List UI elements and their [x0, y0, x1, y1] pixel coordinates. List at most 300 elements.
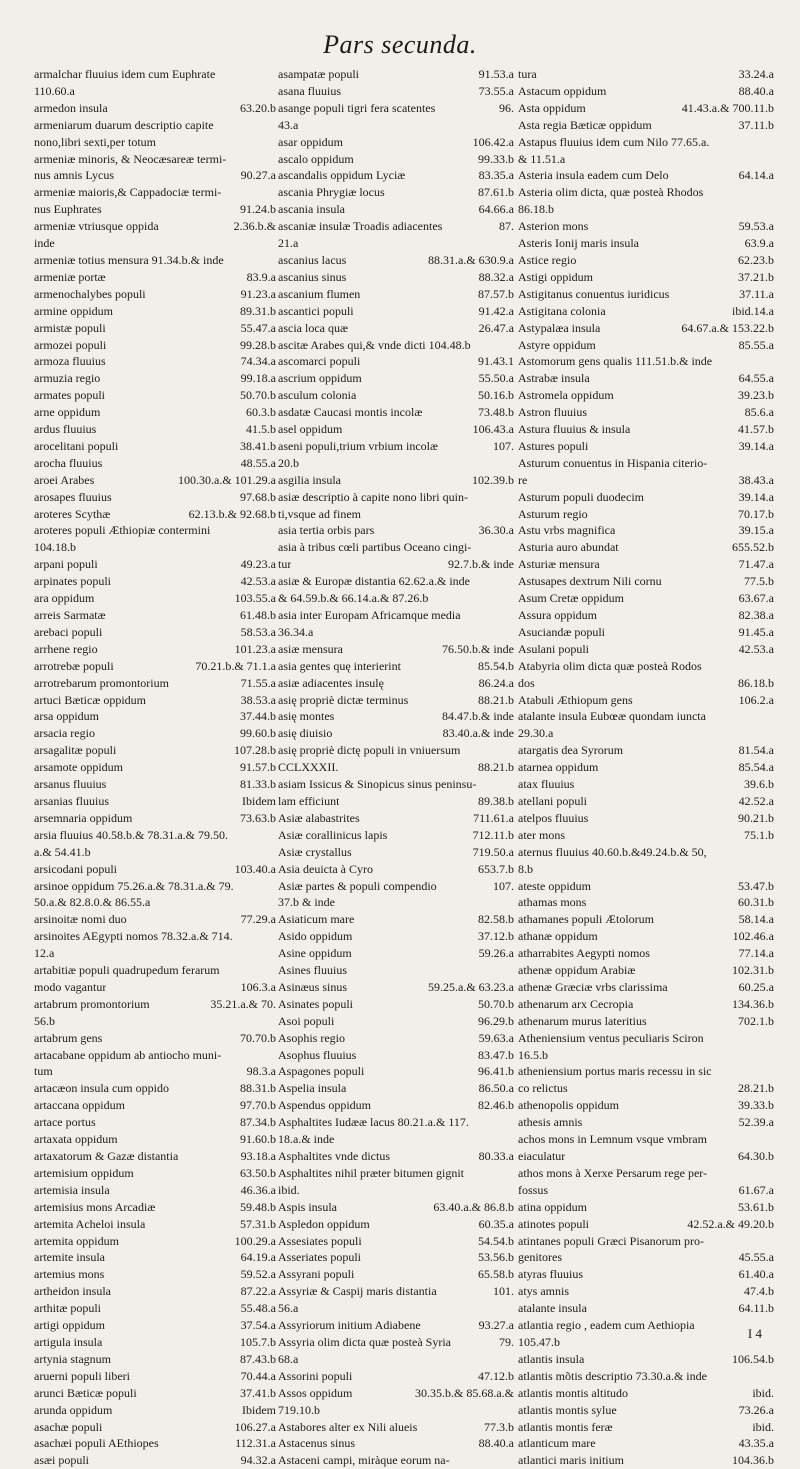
index-entry	[278, 421, 514, 438]
entry-reference: 35.21.a.& 70.	[210, 996, 276, 1011]
entry-term: Astron fluuius	[518, 405, 587, 420]
entry-reference: 63.67.a	[738, 591, 774, 606]
entry-reference: 39.14.a	[738, 438, 774, 453]
entry-reference: 106.42.a	[472, 134, 514, 149]
index-entry	[278, 201, 514, 218]
entry-term: asæi populi	[34, 1453, 90, 1468]
entry-term: Asines fluuius	[278, 963, 347, 978]
entry-term: armoza fluuius	[34, 354, 106, 369]
entry-reference: 83.40.a.& inde	[442, 726, 514, 741]
index-entry	[278, 370, 514, 387]
entry-term: aruerni populi liberi	[34, 1368, 130, 1383]
entry-term: nus Euphrates	[34, 202, 102, 217]
entry-term: arunci Bæticæ populi	[34, 1385, 137, 1400]
index-entry	[34, 793, 276, 810]
entry-reference: 134.36.b	[732, 996, 774, 1011]
entry-reference: 98.3.a	[246, 1064, 276, 1079]
entry-term: Asine oppidum	[278, 946, 352, 961]
entry-reference: 91.53.a	[478, 67, 514, 81]
entry-term: 719.10.b	[278, 1402, 320, 1417]
index-entry	[518, 269, 774, 286]
entry-term: athesis amnis	[518, 1115, 583, 1130]
index-entry	[34, 252, 276, 269]
entry-term: Astice regio	[518, 252, 577, 267]
entry-term: nus amnis Lycus	[34, 168, 114, 183]
index-entry	[518, 117, 774, 134]
entry-term: Aspelia insula	[278, 1081, 347, 1096]
index-entry	[518, 337, 774, 354]
entry-term: Aspis insula	[278, 1199, 338, 1214]
index-entry	[518, 252, 774, 269]
entry-term: atarnea oppidum	[518, 760, 599, 775]
index-entry	[518, 1435, 774, 1452]
entry-term: 8.b	[518, 861, 533, 876]
index-column-1	[34, 66, 276, 1469]
entry-term: Asuciandæ populi	[518, 624, 605, 639]
index-entry	[34, 404, 276, 421]
entry-term: ara oppidum	[34, 591, 95, 606]
entry-reference: 64.66.a	[478, 202, 514, 217]
entry-term: Aspendus oppidum	[278, 1098, 371, 1113]
entry-term: athamanes populi Ætolorum	[518, 912, 654, 927]
index-entry	[278, 320, 514, 337]
index-entry	[278, 1317, 514, 1334]
index-entry	[518, 522, 774, 539]
index-entry	[518, 100, 774, 117]
entry-term: Asum Cretæ oppidum	[518, 591, 625, 606]
entry-term: lam efficiunt	[278, 793, 340, 808]
entry-term: artemita Acheloi insula	[34, 1216, 146, 1231]
index-entry	[518, 1283, 774, 1300]
entry-reference: 53.47.b	[738, 878, 774, 893]
entry-term: armeniæ portæ	[34, 269, 106, 284]
index-entry	[278, 1199, 514, 1216]
index-entry	[518, 151, 774, 168]
index-entry	[278, 1385, 514, 1402]
entry-term: ascrium oppidum	[278, 371, 362, 386]
entry-reference: 106.27.a	[234, 1419, 276, 1434]
entry-reference: 83.35.a	[478, 168, 514, 183]
entry-reference: 64.67.a.& 153.22.b	[681, 320, 774, 335]
entry-reference: 88.32.a	[478, 269, 514, 284]
entry-term: artynia stagnum	[34, 1351, 111, 1366]
entry-term: dos	[518, 675, 535, 690]
entry-term: ascitæ Arabes qui,& vnde dicti 104.48.b	[278, 337, 471, 352]
entry-reference: 90.27.a	[240, 168, 276, 183]
entry-term: artigi oppidum	[34, 1318, 105, 1333]
index-entry	[34, 573, 276, 590]
entry-term: Astromela oppidum	[518, 388, 614, 403]
entry-reference: 64.19.a	[240, 1250, 276, 1265]
entry-term: artacabane oppidum ab antiocho muni-	[34, 1047, 222, 1062]
index-entry	[518, 1351, 774, 1368]
index-entry	[278, 1402, 514, 1419]
entry-reference: 73.55.a	[478, 83, 514, 98]
entry-reference: 50.70.b	[240, 388, 276, 403]
entry-term: Asophus fluuius	[278, 1047, 357, 1062]
entry-reference: 88.21.b	[478, 692, 514, 707]
entry-term: arsinoe oppidum 75.26.a.& 78.31.a.& 79.	[34, 878, 234, 893]
entry-term: aroei Arabes	[34, 472, 95, 487]
entry-reference: 103.55.a	[234, 591, 276, 606]
index-entry	[518, 320, 774, 337]
index-entry	[34, 911, 276, 928]
index-entry	[278, 1233, 514, 1250]
entry-term: Asoi populi	[278, 1013, 335, 1028]
entry-term: asię diuisio	[278, 726, 333, 741]
entry-reference: Ibidem	[242, 1402, 276, 1417]
entry-term: armeniæ totius mensura 91.34.b.& inde	[34, 252, 224, 267]
entry-reference: 91.60.b	[240, 1132, 276, 1147]
entry-term: arsacia regio	[34, 726, 95, 741]
entry-reference: 83.47.b	[478, 1047, 514, 1062]
entry-term: arne oppidum	[34, 405, 101, 420]
entry-term: aroteres Scythæ	[34, 506, 111, 521]
entry-reference: 102.46.a	[732, 929, 774, 944]
entry-term: co relictus	[518, 1081, 568, 1096]
index-entry	[278, 776, 514, 793]
entry-reference: 74.34.a	[240, 354, 276, 369]
entry-term: artemisium oppidum	[34, 1165, 134, 1180]
entry-reference: 39.14.a	[738, 489, 774, 504]
entry-term: artemite insula	[34, 1250, 105, 1265]
entry-reference: 37.54.a	[240, 1318, 276, 1333]
index-entry	[34, 556, 276, 573]
index-entry	[34, 1300, 276, 1317]
entry-term: Assura oppidum	[518, 608, 597, 622]
index-entry	[34, 844, 276, 861]
entry-term: atalante insula Eubœæ quondam iuncta	[518, 709, 706, 724]
entry-term: 29.30.a	[518, 726, 554, 741]
entry-reference: 107.	[493, 438, 514, 453]
entry-reference: 712.11.b	[472, 827, 514, 842]
index-entry	[34, 708, 276, 725]
entry-term: ascania Phrygiæ locus	[278, 185, 385, 200]
entry-term: ascanius lacus	[278, 252, 347, 267]
index-entry	[278, 1063, 514, 1080]
index-entry	[34, 878, 276, 895]
entry-reference: 99.28.b	[240, 337, 276, 352]
entry-term: Astura fluuius & insula	[518, 422, 631, 437]
index-entry	[278, 945, 514, 962]
entry-reference: 46.36.a	[240, 1182, 276, 1197]
entry-term: asia tertia orbis pars	[278, 523, 375, 538]
index-entry	[518, 928, 774, 945]
index-entry	[278, 1080, 514, 1097]
entry-term: Asiæ crystallus	[278, 844, 352, 859]
entry-reference: 41.5.b	[246, 422, 276, 437]
index-entry	[34, 286, 276, 303]
entry-reference: 107.28.b	[234, 743, 276, 758]
entry-term: Asinates populi	[278, 996, 353, 1011]
index-entry	[34, 1030, 276, 1047]
index-entry	[34, 1385, 276, 1402]
entry-term: 105.47.b	[518, 1334, 560, 1349]
entry-reference: ibid.14.a	[732, 303, 774, 318]
entry-reference: 33.24.a	[738, 67, 774, 81]
entry-reference: 100.29.a	[234, 1233, 276, 1248]
index-entry	[278, 556, 514, 573]
entry-term: arpinates populi	[34, 574, 111, 589]
index-entry	[518, 167, 774, 184]
entry-term: 43.a	[278, 117, 299, 132]
entry-term: atelpos fluuius	[518, 810, 589, 825]
entry-reference: 71.55.a	[240, 675, 276, 690]
entry-term: Asturum populi duodecim	[518, 489, 644, 504]
entry-reference: 49.23.a	[240, 557, 276, 572]
index-entry	[34, 759, 276, 776]
index-entry	[518, 1114, 774, 1131]
entry-reference: 2.36.b.&	[233, 219, 276, 234]
entry-reference: 702.1.b	[738, 1013, 774, 1028]
entry-term: Asphaltites vnde dictus	[278, 1149, 390, 1163]
entry-reference: 91.45.a	[738, 624, 774, 639]
entry-reference: 61.40.a	[738, 1267, 774, 1282]
index-column-2	[278, 66, 514, 1469]
entry-term: asgilia insula	[278, 472, 341, 487]
index-entry	[278, 607, 514, 624]
index-entry	[278, 539, 514, 556]
index-entry	[518, 472, 774, 489]
entry-reference: 55.47.a	[240, 320, 276, 335]
index-entry	[518, 1402, 774, 1419]
entry-reference: 39.33.b	[738, 1098, 774, 1113]
entry-reference: 62.13.b.& 92.68.b	[188, 506, 276, 521]
entry-reference: 64.30.b	[738, 1149, 774, 1163]
entry-term: Asiæ partes & populi compendio	[278, 878, 437, 893]
index-entry	[518, 83, 774, 100]
entry-reference: 58.53.a	[240, 624, 276, 639]
index-entry	[278, 1131, 514, 1148]
entry-term: ibid.	[278, 1182, 300, 1197]
index-entry	[278, 489, 514, 506]
index-entry	[518, 658, 774, 675]
index-entry	[518, 827, 774, 844]
entry-reference: 70.70.b	[240, 1030, 276, 1045]
entry-reference: 103.40.a	[234, 861, 276, 876]
entry-reference: 42.53.a	[240, 574, 276, 589]
entry-term: Astigitana colonia	[518, 303, 606, 318]
entry-reference: 26.47.a	[478, 320, 514, 335]
index-entry	[518, 421, 774, 438]
index-entry	[278, 793, 514, 810]
entry-reference: 53.56.b	[478, 1250, 514, 1265]
entry-reference: 38.43.a	[738, 472, 774, 487]
index-entry	[34, 1283, 276, 1300]
entry-term: ascania insula	[278, 202, 345, 217]
index-entry	[278, 286, 514, 303]
entry-reference: 37.41.b	[240, 1385, 276, 1400]
entry-reference: 70.44.a	[240, 1368, 276, 1383]
entry-reference: 60.25.a	[738, 979, 774, 994]
entry-term: armozei populi	[34, 337, 107, 352]
entry-term: arocha fluuius	[34, 455, 103, 470]
entry-reference: 89.31.b	[240, 303, 276, 318]
entry-term: Assos oppidum	[278, 1385, 353, 1400]
index-column-3	[518, 66, 774, 1469]
index-entry	[518, 810, 774, 827]
index-entry	[34, 235, 276, 252]
index-entry	[518, 675, 774, 692]
entry-term: Astacum oppidum	[518, 83, 607, 98]
entry-reference: 83.9.a	[246, 269, 276, 284]
index-entry	[34, 1080, 276, 1097]
entry-term: artemisius mons Arcadiæ	[34, 1199, 156, 1214]
entry-term: arsia fluuius 40.58.b.& 78.31.a.& 79.50.	[34, 827, 228, 842]
index-entry	[278, 979, 514, 996]
index-entry	[278, 1351, 514, 1368]
entry-term: Assesiates populi	[278, 1233, 362, 1248]
entry-term: armeniæ maioris,& Cappadociæ termi-	[34, 185, 222, 200]
entry-term: arocelitani populi	[34, 438, 119, 453]
entry-term: & 11.51.a	[518, 151, 566, 166]
entry-reference: 88.31.b	[240, 1081, 276, 1096]
index-entry	[518, 1419, 774, 1436]
index-entry	[278, 522, 514, 539]
entry-term: Astabores alter ex Nili alueis	[278, 1419, 418, 1434]
index-entry	[278, 83, 514, 100]
index-entry	[518, 556, 774, 573]
entry-reference: 90.21.b	[738, 810, 774, 825]
entry-term: atinotes populi	[518, 1216, 589, 1231]
index-entry	[34, 861, 276, 878]
entry-reference: 28.21.b	[738, 1081, 774, 1096]
index-entry	[278, 100, 514, 117]
entry-reference: 106.54.b	[732, 1351, 774, 1366]
index-entry	[518, 607, 774, 624]
index-entry	[34, 658, 276, 675]
index-entry	[278, 810, 514, 827]
entry-term: Asturiæ mensura	[518, 557, 600, 572]
entry-term: asampatæ populi	[278, 67, 359, 81]
signature-mark: I 4	[747, 1326, 762, 1341]
index-entry	[34, 370, 276, 387]
index-entry	[518, 793, 774, 810]
entry-reference: 54.54.b	[478, 1233, 514, 1248]
entry-term: Assyriæ & Caspij maris distantia	[278, 1284, 437, 1299]
index-entry	[518, 1013, 774, 1030]
index-entry	[34, 776, 276, 793]
entry-term: 56.b	[34, 1013, 55, 1028]
index-entry	[278, 404, 514, 421]
entry-term: ascanius sinus	[278, 269, 347, 284]
entry-reference: 87.22.a	[240, 1284, 276, 1299]
entry-term: asiæ adiacentes insulę	[278, 675, 384, 690]
entry-reference: 88.40.a	[478, 1436, 514, 1451]
index-entry	[278, 827, 514, 844]
index-entry	[34, 1013, 276, 1030]
index-entry	[518, 1063, 774, 1080]
index-entry	[278, 1452, 514, 1469]
index-entry	[518, 1080, 774, 1097]
entry-reference: 82.38.a	[738, 608, 774, 622]
index-entry	[278, 303, 514, 320]
index-entry	[518, 506, 774, 523]
index-entry	[518, 1266, 774, 1283]
entry-term: artaxatorum & Gazæ distantia	[34, 1149, 179, 1163]
index-entry	[278, 1266, 514, 1283]
entry-term: Astrabæ insula	[518, 371, 590, 386]
entry-term: armalchar fluuius idem cum Euphrate	[34, 67, 216, 81]
index-entry	[278, 1013, 514, 1030]
entry-term: asiæ & Europæ distantia 62.62.a.& inde	[278, 574, 470, 589]
index-entry	[34, 387, 276, 404]
entry-term: asiæ descriptio à capite nono libri quin-	[278, 489, 468, 504]
entry-term: Astigi oppidum	[518, 269, 594, 284]
index-entry	[34, 675, 276, 692]
entry-reference: 88.31.a.& 630.9.a	[428, 252, 514, 267]
entry-reference: 55.50.a	[478, 371, 514, 386]
entry-term: tura	[518, 67, 537, 81]
index-entry	[278, 1148, 514, 1165]
index-entry	[278, 1300, 514, 1317]
entry-term: atellani populi	[518, 793, 587, 808]
entry-reference: 87.61.b	[478, 185, 514, 200]
entry-reference: 77.5.b	[744, 574, 774, 589]
entry-term: atlanticum mare	[518, 1436, 596, 1451]
entry-term: athenopolis oppidum	[518, 1098, 619, 1113]
entry-term: artigula insula	[34, 1334, 103, 1349]
entry-reference: 91.24.b	[240, 202, 276, 217]
index-entry	[34, 83, 276, 100]
entry-reference: 102.31.b	[732, 963, 774, 978]
index-entry	[34, 742, 276, 759]
entry-term: Asophis regio	[278, 1030, 345, 1045]
index-entry	[518, 1165, 774, 1182]
entry-reference: 719.50.a	[472, 844, 514, 859]
entry-term: arrhene regio	[34, 641, 98, 656]
index-entry	[278, 1283, 514, 1300]
index-entry	[278, 1334, 514, 1351]
entry-term: Asta oppidum	[518, 100, 586, 115]
entry-term: Atabyria olim dicta quæ posteà Rodos	[518, 658, 702, 673]
page-title: Pars secunda.	[323, 30, 477, 59]
entry-reference: 87.	[499, 219, 514, 234]
entry-term: Asseriates populi	[278, 1250, 361, 1265]
entry-term: arsinoitæ nomi duo	[34, 912, 127, 927]
index-entry	[278, 455, 514, 472]
entry-term: nono,libri sexti,per totum	[34, 134, 156, 149]
index-entry	[34, 810, 276, 827]
index-entry	[34, 1199, 276, 1216]
entry-term: atax fluuius	[518, 777, 575, 792]
entry-term: arsagalitæ populi	[34, 743, 117, 758]
entry-term: 18.a.& inde	[278, 1132, 335, 1147]
index-entry	[518, 353, 774, 370]
entry-reference: 86.24.a	[478, 675, 514, 690]
index-entry	[518, 1030, 774, 1047]
entry-term: arrotrebarum promontorium	[34, 675, 169, 690]
entry-term: asachæ populi	[34, 1419, 103, 1434]
index-entry	[34, 996, 276, 1013]
entry-term: tum	[34, 1064, 53, 1079]
index-entry	[278, 675, 514, 692]
entry-term: atlantis montis altitudo	[518, 1385, 628, 1400]
entry-term: athenarum murus lateritius	[518, 1013, 647, 1028]
entry-reference: 105.7.b	[240, 1334, 276, 1349]
entry-term: & 64.59.b.& 66.14.a.& 87.26.b	[278, 591, 429, 606]
entry-term: arsanus fluuius	[34, 777, 107, 792]
entry-reference: 73.26.a	[738, 1402, 774, 1417]
entry-reference: 38.41.b	[240, 438, 276, 453]
entry-reference: 94.32.a	[240, 1453, 276, 1468]
entry-term: 110.60.a	[34, 83, 75, 98]
entry-term: arebaci populi	[34, 624, 103, 639]
index-entry	[518, 641, 774, 658]
index-entry	[34, 1317, 276, 1334]
index-entry	[34, 353, 276, 370]
entry-reference: 63.9.a	[744, 236, 774, 251]
